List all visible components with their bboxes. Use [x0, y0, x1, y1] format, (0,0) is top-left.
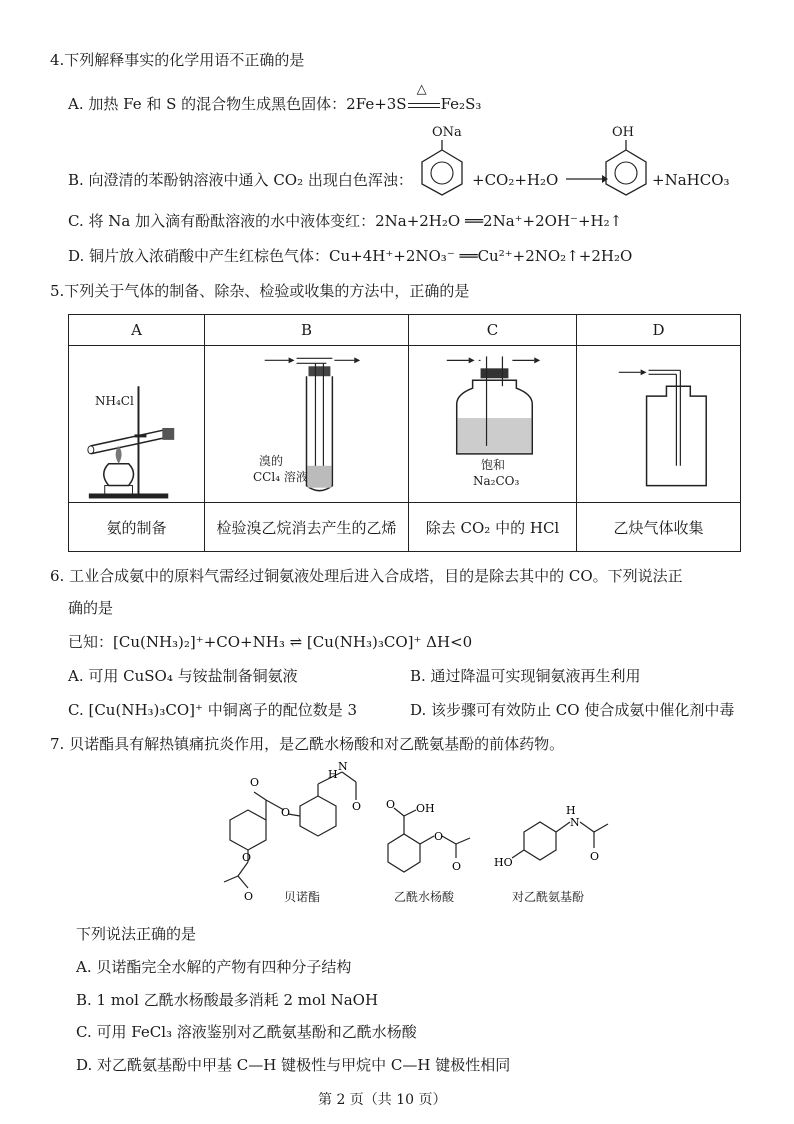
q5-stem: 5.下列关于气体的制备、除杂、检验或收集的方法中，正确的是	[50, 282, 470, 300]
bromine-label-line1: 溴的	[259, 454, 284, 468]
apparatus-table	[68, 314, 741, 552]
phenol-substituent: OH	[612, 125, 634, 140]
col-header-d: D	[577, 315, 741, 346]
page-footer: 第 2 页（共 10 页）	[318, 1092, 447, 1108]
q6-option-a: A. 可用 CuSO₄ 与铵盐制备铜氨液	[68, 667, 298, 685]
phenol-ring	[602, 140, 650, 196]
structure-drawings	[190, 758, 630, 908]
molecular-structures	[190, 758, 630, 908]
q6-option-d: D. 该步骤可有效防止 CO 使合成氨中催化剂中毒	[410, 701, 735, 719]
svg-text:H: H	[328, 768, 338, 781]
caption-b: 检验溴乙烷消去产生的乙烯	[205, 503, 409, 552]
sodium-phenoxide-substituent: ONa	[432, 125, 462, 140]
svg-text:O: O	[434, 830, 444, 843]
q4-option-c: C. 将 Na 加入滴有酚酞溶液的水中液体变红：2Na+2H₂O ══2Na⁺+2OH⁻+H₂↑	[68, 212, 623, 230]
q4-option-b-end: +NaHCO₃	[652, 171, 730, 189]
q7-stem: 7. 贝诺酯具有解热镇痛抗炎作用，是乙酰水杨酸和对乙酰氨基酚的前体药物。	[50, 735, 565, 753]
svg-text:O: O	[281, 806, 291, 819]
q6-known-equation: 已知：[Cu(NH₃)₂]⁺+CO+NH₃ ⇌ [Cu(NH₃)₃CO]⁺ ΔH<0	[68, 633, 473, 651]
q7-option-a: A. 贝诺酯完全水解的产物有四种分子结构	[76, 958, 352, 976]
reaction-equal-sign	[408, 103, 440, 108]
q4-option-a	[68, 82, 482, 114]
apparatus-b	[205, 346, 409, 503]
q6-stem-line2: 确的是	[68, 599, 114, 617]
q6-option-c: C. [Cu(NH₃)₃CO]⁺ 中铜离子的配位数是 3	[68, 701, 358, 719]
svg-text:O: O	[452, 860, 462, 873]
gas-collection-bottle	[577, 346, 740, 502]
q6-option-b: B. 通过降温可实现铜氨液再生利用	[410, 667, 641, 685]
svg-text:O: O	[352, 800, 362, 813]
aspirin-name: 乙酰水杨酸	[394, 890, 455, 904]
svg-text:HO: HO	[494, 856, 513, 869]
benorilate-name: 贝诺酯	[284, 890, 321, 904]
apparatus-a	[69, 346, 205, 503]
q4-option-b-text: B. 向澄清的苯酚钠溶液中通入 CO₂ 出现白色浑浊：	[68, 171, 413, 189]
q7-prompt: 下列说法正确的是	[76, 925, 197, 943]
svg-text:O: O	[244, 890, 254, 903]
paracetamol-name: 对乙酰氨基酚	[512, 890, 585, 904]
q4-option-a-product: Fe₂S₃	[440, 95, 482, 113]
svg-text:N: N	[338, 760, 348, 773]
col-header-a: A	[69, 315, 205, 346]
test-tube-apparatus	[205, 346, 408, 502]
nh4cl-label: NH₄Cl	[95, 394, 134, 408]
heating-tube-apparatus	[69, 346, 204, 502]
q4-option-d: D. 铜片放入浓硝酸中产生红棕色气体：Cu+4H⁺+2NO₃⁻ ══Cu²⁺+2NO₂↑+2H₂O	[68, 247, 633, 265]
svg-text:O: O	[386, 798, 396, 811]
svg-text:O: O	[590, 850, 600, 863]
col-header-b: B	[205, 315, 409, 346]
benorilate-carbonyl-o: O	[250, 776, 260, 789]
q7-option-d: D. 对乙酰氨基酚中甲基 C—H 键极性与甲烷中 C—H 键极性相同	[76, 1056, 511, 1074]
q4-option-a-text: A. 加热 Fe 和 S 的混合物生成黑色固体：2Fe+3S	[68, 95, 407, 113]
heat-symbol: △	[416, 82, 427, 97]
gas-washing-bottle	[409, 346, 576, 502]
q7-option-c: C. 可用 FeCl₃ 溶液鉴别对乙酰氨基酚和乙酰水杨酸	[76, 1023, 417, 1041]
caption-a: 氨的制备	[69, 503, 205, 552]
bromine-label-line2: CCl₄ 溶液	[253, 470, 308, 484]
svg-text:H: H	[566, 804, 576, 817]
q6-stem-line1: 6. 工业合成氨中的原料气需经过铜氨液处理后进入合成塔，目的是除去其中的 CO。下列说法正	[50, 567, 683, 585]
svg-text:OH: OH	[416, 802, 435, 815]
caption-c: 除去 CO₂ 中的 HCl	[409, 503, 577, 552]
col-header-c: C	[409, 315, 577, 346]
svg-text:O: O	[242, 851, 252, 864]
q4-option-b-middle: +CO₂+H₂O	[472, 171, 559, 189]
benorilate-structure	[224, 772, 356, 888]
carbonate-label-line2: Na₂CO₃	[473, 474, 520, 488]
q4-stem: 4.下列解释事实的化学用语不正确的是	[50, 51, 305, 69]
apparatus-d	[577, 346, 741, 503]
apparatus-c	[409, 346, 577, 503]
caption-d: 乙炔气体收集	[577, 503, 741, 552]
carbonate-label-line1: 饱和	[481, 458, 506, 472]
q7-option-b: B. 1 mol 乙酰水杨酸最多消耗 2 mol NaOH	[76, 991, 379, 1009]
svg-text:N: N	[570, 816, 580, 829]
sodium-phenoxide-ring	[418, 140, 466, 196]
